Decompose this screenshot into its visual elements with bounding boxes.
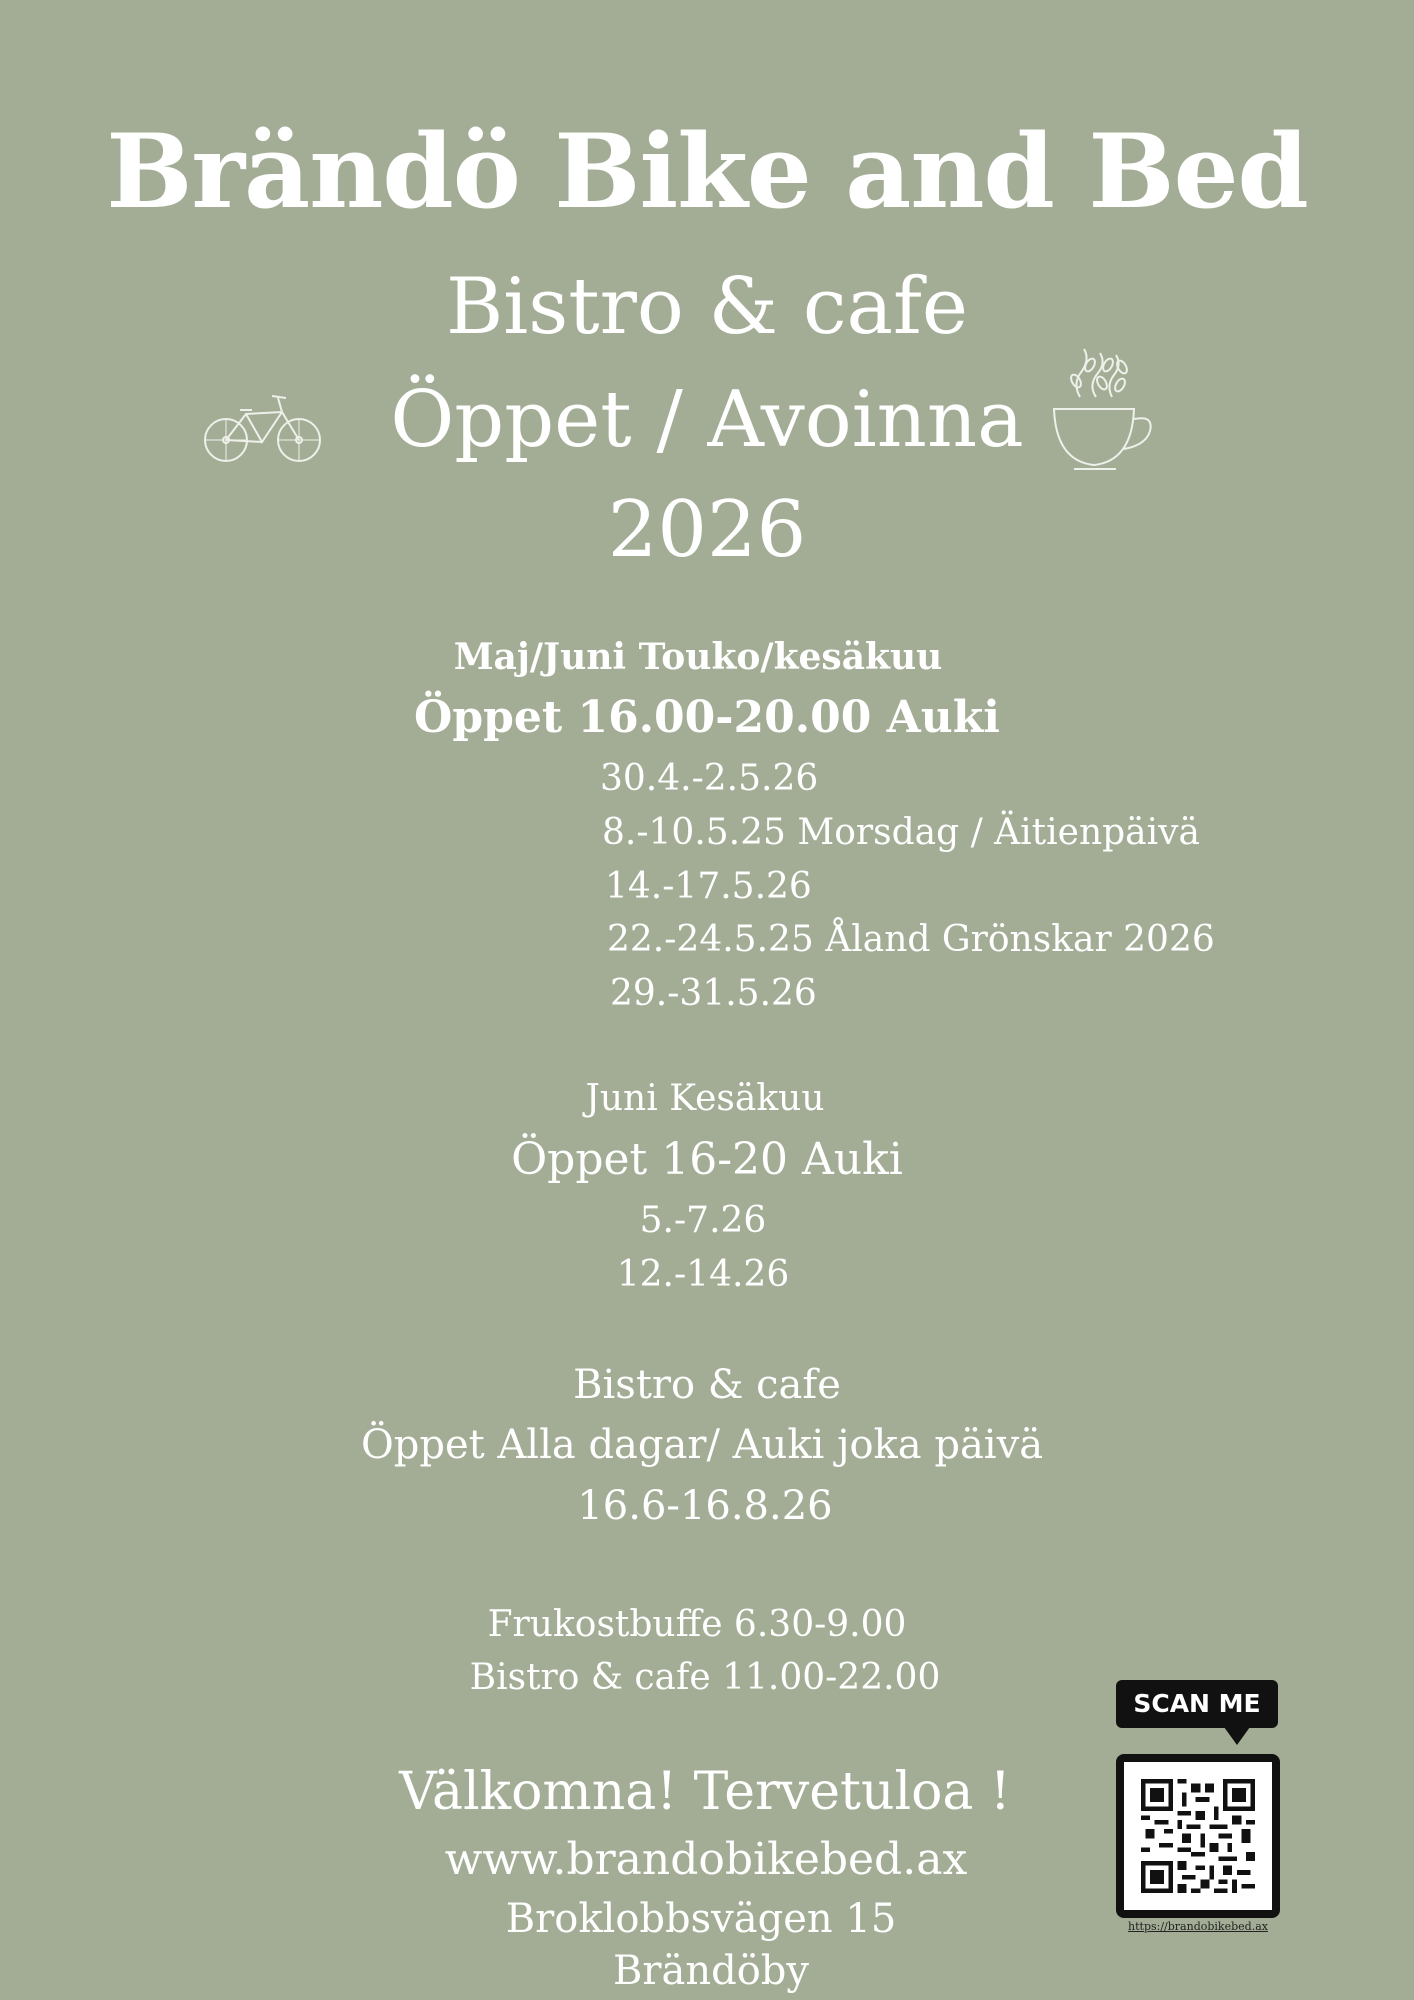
qr-code-icon <box>1141 1779 1255 1893</box>
date-line: 14.-17.5.26 <box>605 866 812 907</box>
town-name: Brändöby <box>612 1948 809 1994</box>
breakfast-hours: Frukostbuffe 6.30-9.00 <box>487 1604 907 1645</box>
subtitle: Bistro & cafe <box>445 262 969 352</box>
date-line: 8.-10.5.25 Morsdag / Äitienpäivä <box>602 812 1200 853</box>
summer-period: 16.6-16.8.26 <box>577 1483 833 1529</box>
bistro-hours: Bistro & cafe 11.00-22.00 <box>469 1657 941 1698</box>
date-line: 12.-14.26 <box>616 1254 790 1295</box>
street-address: Broklobbsvägen 15 <box>505 1896 897 1942</box>
welcome-text: Välkomna! Tervetuloa ! <box>399 1762 1011 1822</box>
coffee-cup-icon <box>1050 345 1154 475</box>
may-june-heading: Maj/Juni Touko/kesäkuu <box>453 636 943 678</box>
page-title: Brändö Bike and Bed <box>106 112 1308 232</box>
summer-heading: Bistro & cafe <box>573 1362 841 1408</box>
may-june-hours: Öppet 16.00-20.00 Auki <box>414 692 1000 743</box>
date-line: 22.-24.5.25 Åland Grönskar 2026 <box>607 919 1215 960</box>
scan-me-label: SCAN ME <box>1116 1680 1278 1728</box>
date-line: 5.-7.26 <box>639 1200 767 1241</box>
date-line: 29.-31.5.26 <box>610 973 817 1014</box>
summer-line: Öppet Alla dagar/ Auki joka päivä <box>360 1422 1044 1468</box>
june-hours: Öppet 16-20 Auki <box>511 1134 903 1185</box>
june-heading: Juni Kesäkuu <box>585 1078 825 1119</box>
qr-code-frame[interactable] <box>1116 1754 1280 1918</box>
speech-arrow-icon <box>1224 1727 1250 1745</box>
year: 2026 <box>607 485 807 575</box>
date-line: 30.4.-2.5.26 <box>600 758 819 799</box>
qr-url[interactable]: https://brandobikebed.ax <box>1128 1920 1268 1933</box>
website-link[interactable]: www.brandobikebed.ax <box>444 1834 968 1885</box>
bicycle-icon <box>204 388 322 468</box>
open-heading: Öppet / Avoinna <box>390 375 1024 465</box>
